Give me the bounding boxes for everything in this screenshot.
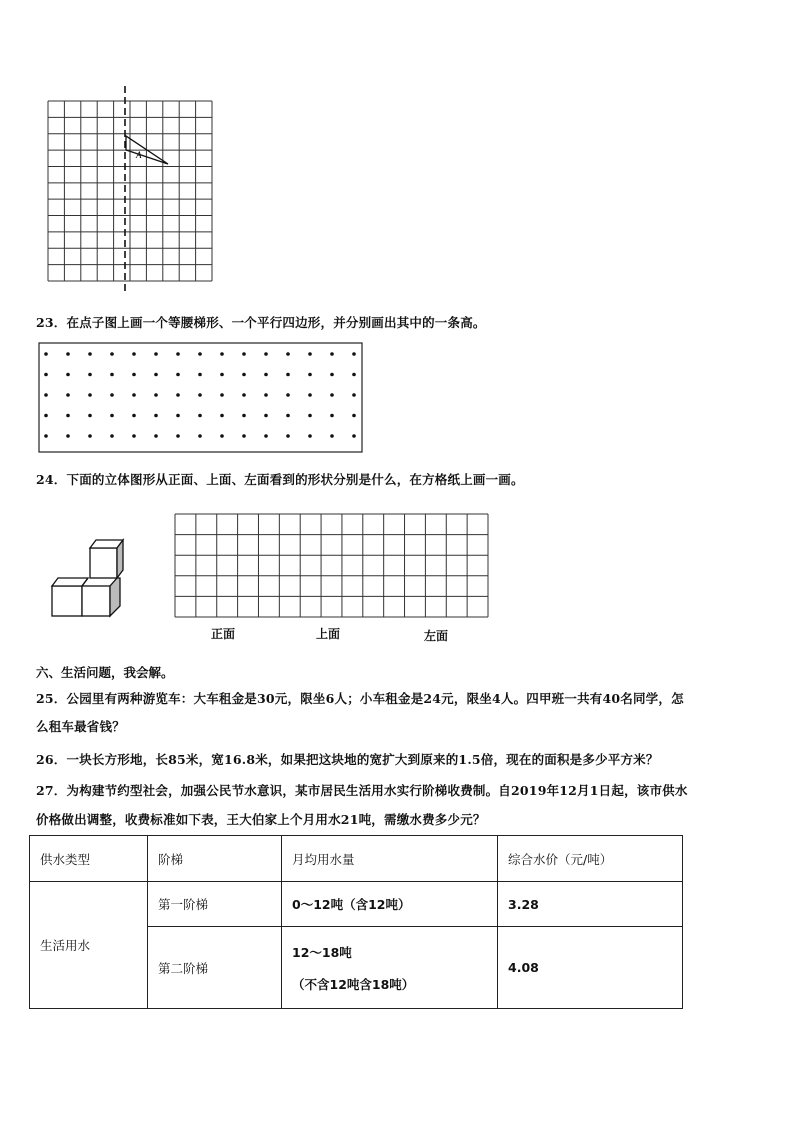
question-25-line1: 25．公园里有两种游览车：大车租金是30元，限坐6人；小车租金是24元，限坐4人。四甲班一共有40名同学，怎 [36, 691, 684, 706]
cell-usage-2-line1: 12～18吨 [292, 944, 352, 960]
cell-usage-2-line2: （不含12吨含18吨） [292, 976, 415, 992]
question-27-line1: 27．为构建节约型社会，加强公民节水意识，某市居民生活用水实行阶梯收费制。自2019年12月1日起，该市供水 [36, 783, 688, 798]
header-price: 综合水价（元/吨） [498, 836, 683, 882]
question-24: 24．下面的立体图形从正面、上面、左面看到的形状分别是什么，在方格纸上画一画。 [36, 472, 524, 487]
question-27-line2: 价格做出调整，收费标准如下表，王大伯家上个月用水21吨，需缴水费多少元？ [36, 812, 486, 827]
header-usage: 月均用水量 [282, 836, 498, 882]
cell-usage-2 [282, 927, 498, 1009]
cell-usage-1: 0～12吨（含12吨） [282, 882, 498, 927]
label-front-view: 正面 [211, 627, 236, 641]
cell-supply-type: 生活用水 [30, 882, 148, 1009]
cell-tier-2: 第二阶梯 [148, 927, 282, 1009]
header-tier: 阶梯 [148, 836, 282, 882]
question-25-line2: 么租车最省钱？ [36, 719, 125, 734]
header-supply-type: 供水类型 [30, 836, 148, 882]
cell-price-2: 4.08 [498, 927, 683, 1009]
triangle-a-label: A [136, 150, 142, 160]
water-price-table [29, 835, 683, 1009]
question-26: 26．一块长方形地，长85米，宽16.8米，如果把这块地的宽扩大到原来的1.5倍，现在的面积是多少平方米？ [36, 752, 659, 767]
section-6-title: 六、生活问题，我会解。 [36, 665, 174, 680]
label-left-view: 左面 [424, 629, 449, 643]
question-23: 23．在点子图上画一个等腰梯形、一个平行四边形，并分别画出其中的一条高。 [36, 315, 486, 330]
label-top-view: 上面 [316, 627, 341, 641]
cell-price-1: 3.28 [498, 882, 683, 927]
cell-tier-1: 第一阶梯 [148, 882, 282, 927]
